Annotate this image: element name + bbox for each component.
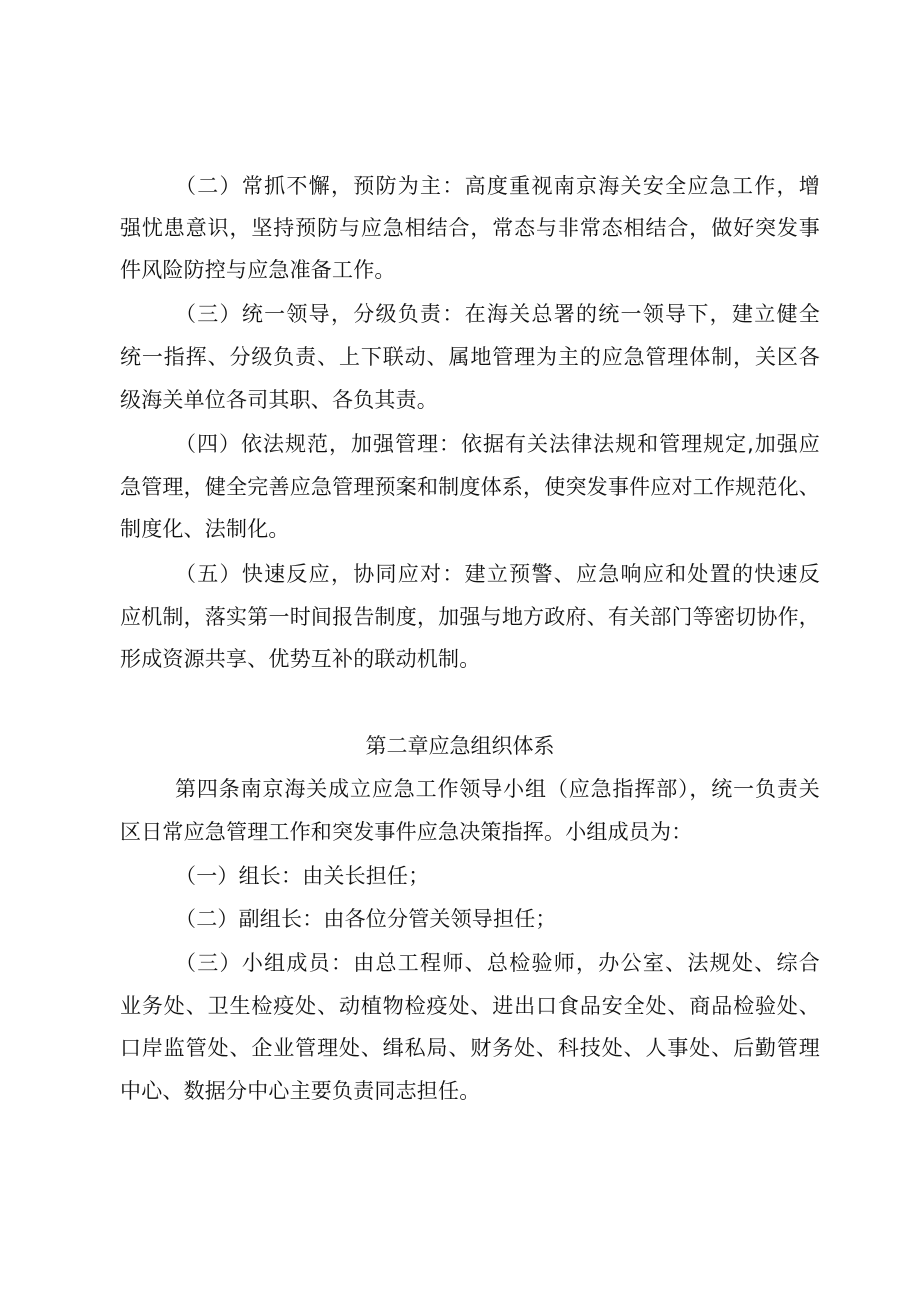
member-line: （三）小组成员：由总工程师、总检验师，办公室、法规处、综合 (175, 951, 820, 975)
paragraph-line: 强忧患意识，坚持预防与应急相结合，常态与非常态相结合，做好突发事 (120, 216, 820, 240)
paragraph-line: 应机制，落实第一时间报告制度，加强与地方政府、有关部门等密切协作， (120, 605, 820, 629)
article-line: 区日常应急管理工作和突发事件应急决策指挥。小组成员为： (120, 820, 693, 844)
member-line: （一）组长：由关长担任； (175, 864, 430, 888)
paragraph-line: （四）依法规范，加强管理：依据有关法律法规和管理规定,加强应 (175, 432, 820, 456)
paragraph-line: 急管理，健全完善应急管理预案和制度体系，使突发事件应对工作规范化、 (120, 475, 820, 499)
paragraph-line: 统一指挥、分级负责、上下联动、属地管理为主的应急管理体制，关区各 (120, 345, 820, 369)
paragraph-line: （五）快速反应，协同应对：建立预警、应急响应和处置的快速反 (175, 562, 820, 586)
paragraph-line: 件风险防控与应急准备工作。 (120, 258, 396, 282)
article-line: 第四条南京海关成立应急工作领导小组（应急指挥部），统一负责关 (175, 777, 820, 801)
member-line: 业务处、卫生检疫处、动植物检疫处、进出口食品安全处、商品检验处、 (120, 994, 820, 1018)
member-line: （二）副组长：由各位分管关领导担任； (175, 907, 557, 931)
paragraph-line: 制度化、法制化。 (120, 517, 290, 541)
member-line: 中心、数据分中心主要负责同志担任。 (120, 1079, 481, 1103)
paragraph-line: 形成资源共享、优势互补的联动机制。 (120, 647, 481, 671)
paragraph-line: 级海关单位各司其职、各负其责。 (120, 388, 438, 412)
paragraph-line: （三）统一领导，分级负责：在海关总署的统一领导下，建立健全 (175, 302, 820, 326)
chapter-heading: 第二章应急组织体系 (365, 734, 555, 758)
member-line: 口岸监管处、企业管理处、缉私局、财务处、科技处、人事处、后勤管理 (120, 1036, 820, 1060)
paragraph-line: （二）常抓不懈，预防为主：高度重视南京海关安全应急工作，增 (175, 174, 820, 198)
